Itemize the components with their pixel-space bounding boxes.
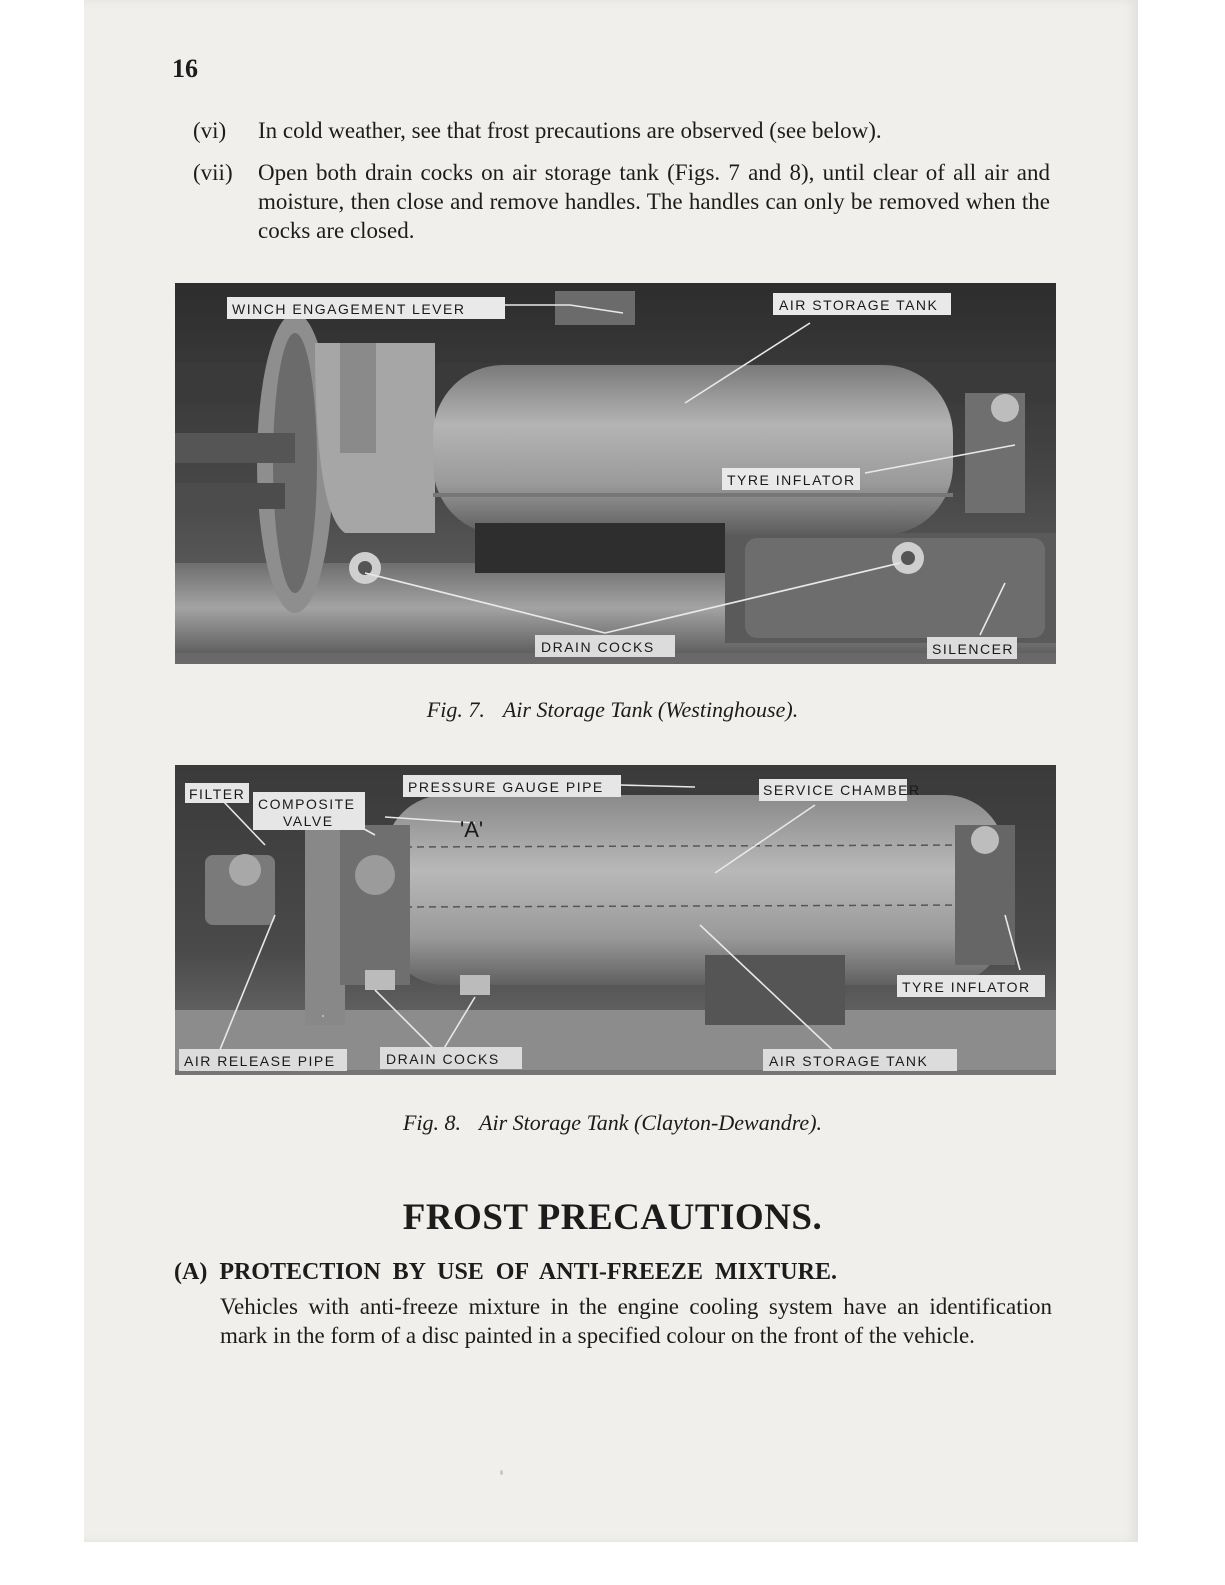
svg-text:DRAIN COCKS: DRAIN COCKS	[386, 1051, 500, 1067]
figure-7-photo	[175, 283, 1056, 664]
svg-text:TYRE INFLATOR: TYRE INFLATOR	[727, 472, 856, 488]
svg-text:SILENCER: SILENCER	[932, 641, 1015, 657]
item-text: In cold weather, see that frost precautions are observed (see below).	[258, 118, 882, 143]
page-number: 16	[172, 54, 198, 83]
label-pressure-gauge-pipe	[403, 775, 621, 797]
svg-text:'A': 'A'	[460, 817, 484, 842]
svg-text:WINCH ENGAGEMENT LEVER: WINCH ENGAGEMENT LEVER	[232, 301, 466, 317]
label-silencer	[927, 637, 1017, 659]
subsection-heading: (A) PROTECTION BY USE OF ANTI-FREEZE MIXTURE.	[174, 1259, 837, 1285]
caption-number: Fig. 8.	[402, 1110, 462, 1135]
item-text: Open both drain cocks on air storage tank (Figs. 7 and 8), until clear of all air and moisture, then close and remove handles. The handles can only be removed when the cocks are closed.	[258, 160, 1050, 243]
label-point-a	[460, 817, 483, 842]
label-tyre-inflator-8	[897, 975, 1045, 997]
svg-text:SERVICE CHAMBER: SERVICE CHAMBER	[763, 782, 921, 798]
item-marker: (vii)	[193, 160, 233, 185]
label-air-release-pipe	[179, 1049, 347, 1071]
svg-text:AIR STORAGE TANK: AIR STORAGE TANK	[779, 297, 939, 313]
svg-text:COMPOSITE: COMPOSITE	[258, 796, 356, 812]
svg-text:AIR RELEASE PIPE: AIR RELEASE PIPE	[184, 1053, 336, 1069]
label-drain-cocks-8	[380, 1047, 522, 1069]
svg-text:PRESSURE GAUGE PIPE: PRESSURE GAUGE PIPE	[408, 779, 604, 795]
caption-title: Air Storage Tank (Clayton-Dewandre).	[479, 1110, 823, 1135]
paper-speck	[322, 1015, 324, 1017]
caption-number: Fig. 7.	[426, 697, 485, 722]
svg-text:DRAIN COCKS: DRAIN COCKS	[541, 639, 655, 655]
label-composite-valve	[253, 792, 365, 830]
list-item-vii	[0, 158, 1225, 248]
label-air-storage-tank	[773, 293, 951, 315]
caption-title: Air Storage Tank (Westinghouse).	[502, 697, 799, 722]
svg-text:VALVE: VALVE	[283, 813, 334, 829]
label-winch-engagement-lever	[227, 297, 505, 319]
figure-8-photo	[175, 765, 1056, 1075]
section-title: FROST PRECAUTIONS.	[402, 1197, 823, 1238]
label-tyre-inflator	[722, 468, 860, 490]
label-service-chamber	[759, 779, 921, 801]
svg-text:TYRE INFLATOR: TYRE INFLATOR	[902, 979, 1031, 995]
item-marker: (vi)	[193, 118, 227, 143]
label-air-storage-tank-8	[763, 1049, 957, 1071]
body-paragraph: Vehicles with anti-freeze mixture in the engine cooling system have an identification mark in the form of a disc painted in a specified colour on the front of the vehicle.	[220, 1294, 1052, 1348]
figure-8-caption	[0, 1110, 1225, 1136]
figure-7-caption	[0, 697, 1225, 723]
label-filter	[185, 783, 249, 803]
svg-text:FILTER: FILTER	[189, 786, 246, 802]
svg-text:AIR STORAGE TANK: AIR STORAGE TANK	[769, 1053, 929, 1069]
label-drain-cocks	[535, 635, 675, 657]
paper-speck	[500, 1470, 503, 1475]
